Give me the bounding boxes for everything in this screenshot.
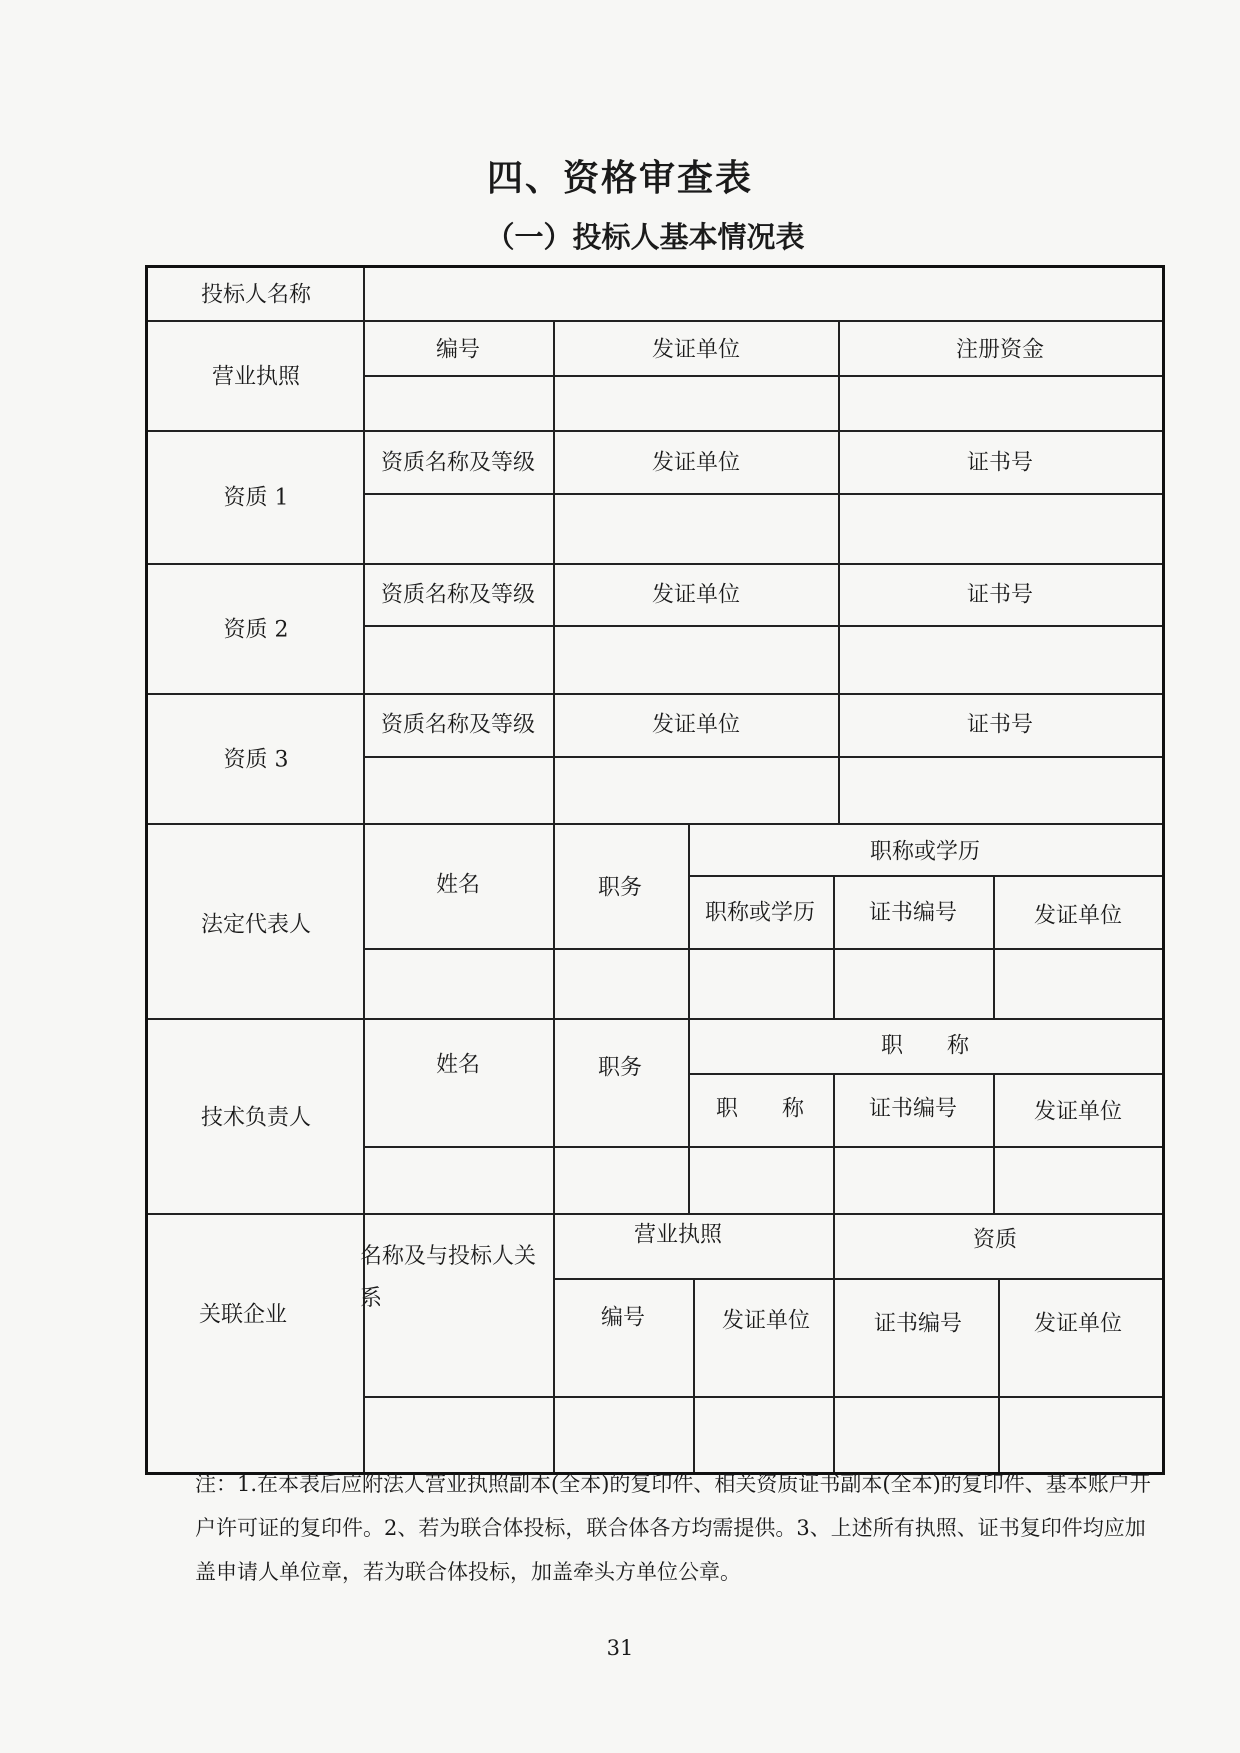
col-line bbox=[833, 1073, 835, 1213]
license-issuer-header: 发证单位 bbox=[651, 337, 741, 363]
legal-rep-position-header: 职务 bbox=[597, 875, 643, 901]
row-line bbox=[688, 1073, 1162, 1075]
affiliate-label: 关联企业 bbox=[198, 1302, 288, 1328]
row-line bbox=[363, 375, 1162, 377]
tech-lead-name-header: 姓名 bbox=[435, 1052, 481, 1078]
tech-lead-title-group-header: 职 称 bbox=[880, 1033, 970, 1059]
affiliate-qualification-header: 资质 bbox=[972, 1227, 1018, 1253]
registered-capital-header: 注册资金 bbox=[955, 337, 1045, 363]
row-line bbox=[363, 756, 1162, 758]
legal-rep-title-group-header: 职称或学历 bbox=[869, 839, 981, 865]
qual1-cert-no-header: 证书号 bbox=[966, 450, 1034, 476]
row-line bbox=[148, 823, 1162, 825]
page-number: 31 bbox=[606, 1636, 634, 1660]
col-line bbox=[553, 430, 555, 823]
row-line bbox=[363, 493, 1162, 495]
row-line bbox=[363, 625, 1162, 627]
row-line bbox=[363, 1146, 1162, 1148]
col-line bbox=[688, 823, 690, 1018]
col-line bbox=[688, 1018, 690, 1213]
row-line bbox=[363, 1396, 1162, 1398]
table-title: （一）投标人基本情况表 bbox=[485, 220, 805, 254]
legal-rep-title-edu-header: 职称或学历 bbox=[704, 900, 816, 926]
col-line bbox=[553, 1018, 555, 1213]
affiliate-cert-no-header: 证书编号 bbox=[873, 1311, 963, 1337]
row-line bbox=[148, 693, 1162, 695]
legal-rep-name-header: 姓名 bbox=[435, 872, 481, 898]
col-line bbox=[553, 823, 555, 1018]
tech-lead-label: 技术负责人 bbox=[200, 1105, 312, 1131]
legal-rep-cert-no-header: 证书编号 bbox=[868, 900, 958, 926]
affiliate-license-issuer-header: 发证单位 bbox=[721, 1308, 811, 1334]
qual3-label: 资质 3 bbox=[223, 747, 289, 773]
tech-lead-cert-no-header: 证书编号 bbox=[868, 1096, 958, 1122]
row-line bbox=[363, 948, 1162, 950]
license-label: 营业执照 bbox=[211, 364, 301, 390]
legal-rep-issuer-header: 发证单位 bbox=[1033, 903, 1123, 929]
col-line bbox=[833, 1213, 835, 1472]
qual3-issuer-header: 发证单位 bbox=[651, 712, 741, 738]
qual2-name-grade-header: 资质名称及等级 bbox=[380, 582, 536, 608]
qual2-cert-no-header: 证书号 bbox=[966, 582, 1034, 608]
page-title: 四、资格审查表 bbox=[486, 157, 753, 199]
affiliate-qual-issuer-header: 发证单位 bbox=[1033, 1311, 1123, 1337]
qual3-cert-no-header: 证书号 bbox=[966, 712, 1034, 738]
affiliate-license-header: 营业执照 bbox=[633, 1222, 723, 1248]
col-line bbox=[833, 875, 835, 1018]
qual1-issuer-header: 发证单位 bbox=[651, 450, 741, 476]
col-line bbox=[993, 1073, 995, 1213]
row-line bbox=[148, 563, 1162, 565]
qual1-name-grade-header: 资质名称及等级 bbox=[380, 450, 536, 476]
bidder-info-form bbox=[145, 265, 1165, 1475]
legal-rep-label: 法定代表人 bbox=[200, 912, 312, 938]
footnote: 注：1.在本表后应附法人营业执照副本(全本)的复印件、相关资质证书副本(全本)的复印件、基本账户开户许可证的复印件。2、若为联合体投标，联合体各方均需提供。3、上述所有执照、证书复印件均应加盖申请人单位章，若为联合体投标，加盖牵头方单位公章。 bbox=[195, 1472, 1151, 1584]
row-line bbox=[148, 430, 1162, 432]
col-line bbox=[838, 320, 840, 430]
tech-lead-title-header: 职 称 bbox=[715, 1096, 805, 1122]
col-line bbox=[693, 1278, 695, 1472]
col-line bbox=[998, 1278, 1000, 1472]
qual1-label: 资质 1 bbox=[223, 485, 289, 511]
license-number-header: 编号 bbox=[435, 337, 481, 363]
bidder-name-label: 投标人名称 bbox=[200, 282, 312, 308]
tech-lead-issuer-header: 发证单位 bbox=[1033, 1099, 1123, 1125]
qual3-name-grade-header: 资质名称及等级 bbox=[380, 712, 536, 738]
qual2-label: 资质 2 bbox=[223, 617, 289, 643]
row-line bbox=[148, 320, 1162, 322]
col-line bbox=[553, 1213, 555, 1472]
affiliate-name-relation-header: 名称及与投标人关系 bbox=[360, 1244, 537, 1311]
tech-lead-position-header: 职务 bbox=[597, 1055, 643, 1081]
row-line bbox=[148, 1213, 1162, 1215]
row-line bbox=[148, 1018, 1162, 1020]
col-line bbox=[993, 875, 995, 1018]
qual2-issuer-header: 发证单位 bbox=[651, 582, 741, 608]
row-line bbox=[553, 1278, 1162, 1280]
col-line bbox=[838, 430, 840, 823]
col-line bbox=[553, 320, 555, 430]
affiliate-number-header: 编号 bbox=[600, 1305, 646, 1331]
row-line bbox=[688, 875, 1162, 877]
